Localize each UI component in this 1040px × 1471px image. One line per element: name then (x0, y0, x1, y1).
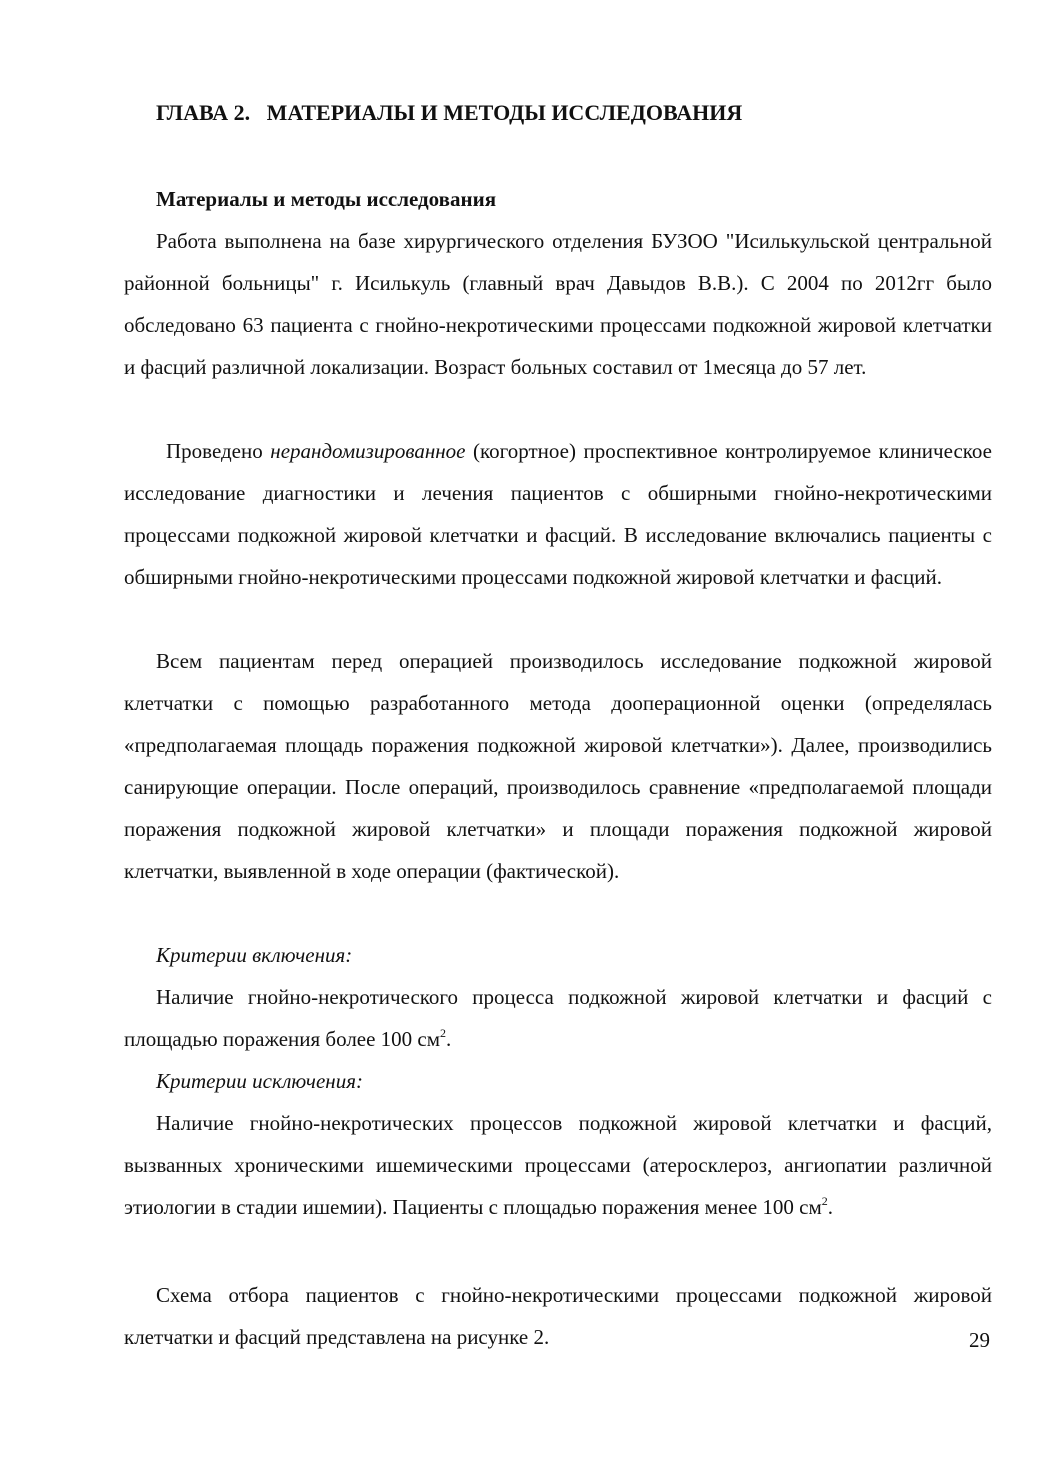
paragraph-study-base: Работа выполнена на базе хирургического отделения БУЗОО "Исилькульской центральной районной больницы" г. Исилькуль (главный врач Давыдов В.В.). С 2004 по 2012гг было обследовано 63 пациента с гнойно-некротическими процессами подкожной жировой клетчатки и фасций различной локализации. Возраст больных составил от 1месяца до 57 лет. (124, 229, 992, 379)
paragraph-study-design-rest: (когортное) проспективное контролируемое клиническое исследование диагностики и лечения пациентов с обширными гнойно-некротическими процессами подкожной жировой клетчатки и фасций. В исследование включались пациенты с обширными гнойно-некротическими процессами подкожной жировой клетчатки и фасций. (124, 439, 992, 589)
inclusion-criteria-body: Наличие гнойно-некротического процесса подкожной жировой клетчатки и фасций с площадью поражения более 100 см (124, 985, 992, 1051)
exclusion-criteria-text (124, 1102, 992, 1228)
chapter-title: ГЛАВА 2. МАТЕРИАЛЫ И МЕТОДЫ ИССЛЕДОВАНИЯ (156, 100, 743, 125)
inclusion-period: . (446, 1027, 452, 1051)
inclusion-criteria-heading: Критерии включения: (156, 943, 353, 967)
paragraph-selection-scheme: Схема отбора пациентов с гнойно-некротическими процессами подкожной жировой клетчатки и фасций представлена на рисунке 2. (124, 1283, 992, 1349)
paragraph-preop-assessment: Всем пациентам перед операцией производилось исследование подкожной жировой клетчатки с помощью разработанного метода дооперационной оценки (определялась «предполагаемая площадь поражения подкожной жировой клетчатки»). Далее, производились санирующие операции. После операций, производилось сравнение «предполагаемой площади поражения подкожной жировой клетчатки» и площади поражения подкожной жировой клетчатки, выявленной в ходе операции (фактической). (124, 649, 992, 883)
exclusion-superscript: 2 (821, 1194, 828, 1208)
paragraph-study-design-start: Проведено (166, 439, 271, 463)
exclusion-criteria-heading: Критерии исключения: (156, 1069, 363, 1093)
exclusion-criteria-body: Наличие гнойно-некротических процессов подкожной жировой клетчатки и фасций, вызванных хроническими ишемическими процессами (атеросклероз, ангиопатии различной этиологии в стадии ишемии). Пациенты с площадью поражения менее 100 см (124, 1111, 992, 1219)
paragraph-study-design-emphasis: нерандомизированное (270, 439, 466, 463)
inclusion-criteria-text (124, 976, 992, 1060)
inclusion-superscript: 2 (440, 1026, 447, 1040)
paragraph-study-design (124, 430, 992, 598)
section-title: Материалы и методы исследования (156, 187, 497, 211)
exclusion-period: . (827, 1195, 833, 1219)
page-number: 29 (969, 1328, 990, 1352)
